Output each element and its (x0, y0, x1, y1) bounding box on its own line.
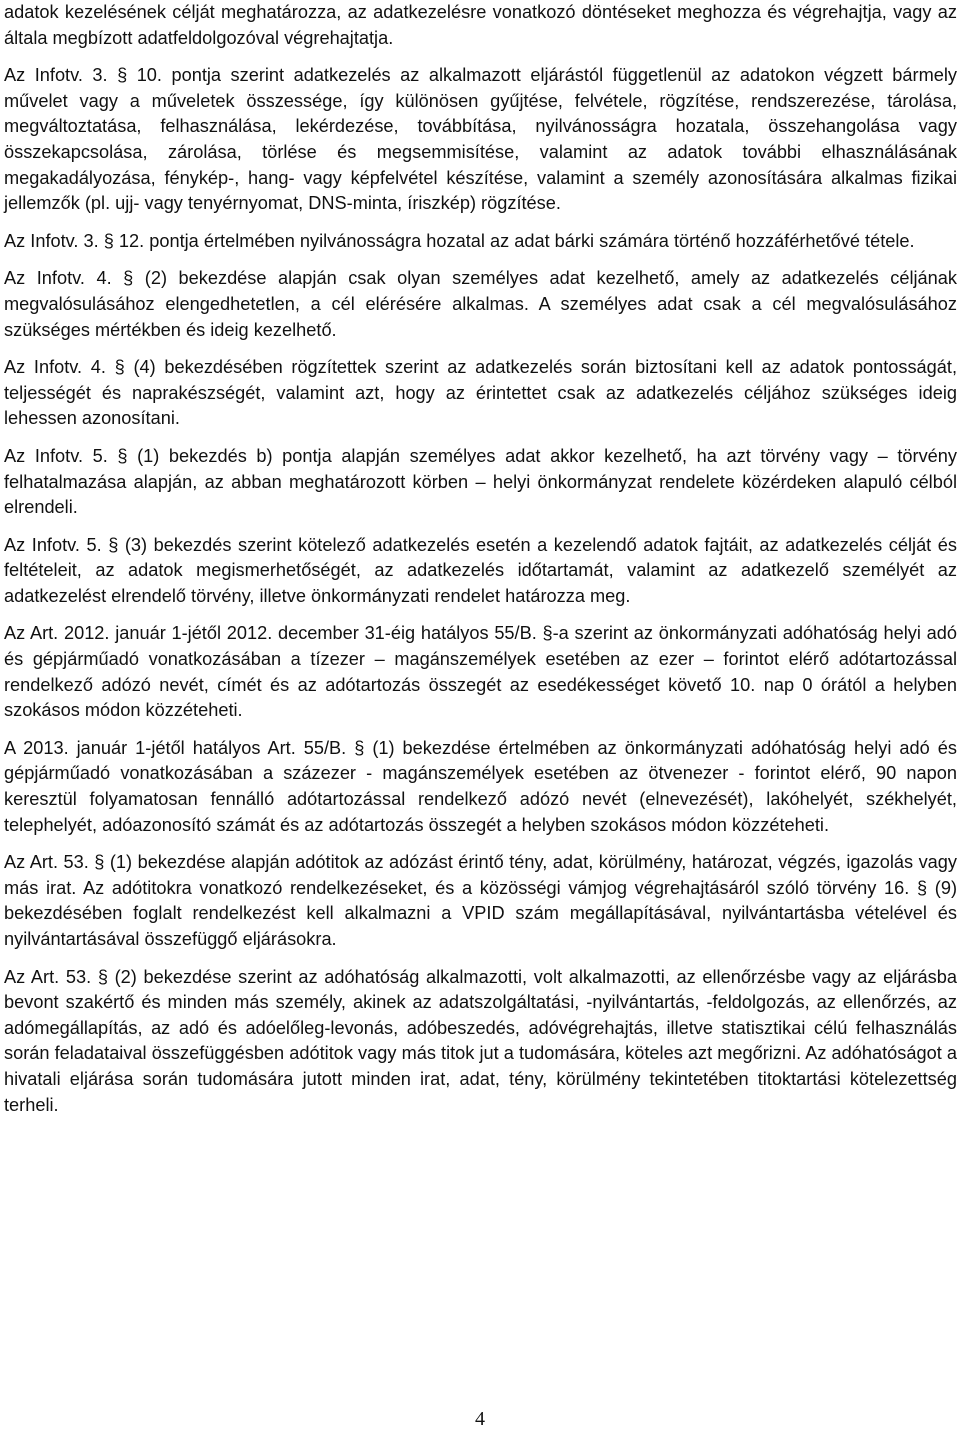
paragraph-infotv-5-3: Az Infotv. 5. § (3) bekezdés szerint kötelező adatkezelés esetén a kezelendő adatok fajtáit, az adatkezelés célját és feltételeit, az adatok megismerhetőségét, az adatkezelés időtartamát, valamint az adatkezelő személyét az adatkezelést elrendelő törvény, illetve önkormányzati rendelet határozza meg. (4, 534, 957, 606)
paragraph-infotv-4-2: Az Infotv. 4. § (2) bekezdése alapján csak olyan személyes adat kezelhető, amely az adatkezelés céljának megvalósulásához elengedhetetlen, a cél elérésére alkalmas. A személyes adat csak a cél megvalósulásához szükséges mértékben és ideig kezelhető. (4, 268, 957, 340)
page-number: 4 (475, 1408, 485, 1430)
paragraph-gap (4, 521, 957, 533)
paragraph-intro: adatok kezelésének célját meghatározza, az adatkezelésre vonatkozó döntéseket meghozza és végrehajtja, vagy az általa megbízott adatfeldolgozóval végrehajtatja. (4, 2, 957, 48)
paragraph-art-2013: A 2013. január 1-jétől hatályos Art. 55/B. § (1) bekezdése értelmében az önkormányzati adóhatóság helyi adó és gépjárműadó vonatkozásában a százezer - magánszemélyek esetében az ötvenezer - forintot elérő, 90 napon keresztül folyamatosan fennálló adótartozással rendelkező adózó nevét (elnevezését), lakóhelyét, székhelyét, telephelyét, adóazonosító számát és az adótartozás összegét a helyben szokásos módon közzéteheti. (4, 737, 957, 835)
paragraph-gap (4, 953, 957, 965)
paragraph-art-53-2: Az Art. 53. § (2) bekezdése szerint az adóhatóság alkalmazotti, volt alkalmazotti, az ellenőrzésbe vagy az eljárásba bevont szakértő és minden más személy, akinek az adatszolgáltatási, -nyilvántartás, -feldolgozás, az ellenőrzés, az adómegállapítás, az adó és adóelőleg-levonás, adóbeszedés, adóvégrehajtás, illetve statisztikai célú felhasználás során feladataival összefüggésben adótitok vagy más titok jut a tudomására, köteles azt megőrizni. Az adóhatóságot a hivatali eljárása során tudomására jutott minden irat, adat, tény, körülmény tekintetében titoktartási kötelezettség terheli. (4, 966, 957, 1115)
paragraph-art-2012: Az Art. 2012. január 1-jétől 2012. december 31-éig hatályos 55/B. §-a szerint az önkormányzati adóhatóság helyi adó és gépjárműadó vonatkozásában a tízezer – magánszemélyek esetében az ezer – forintot elérő adótartozással rendelkező adózó nevét, címét és az adótartozás összegét az esedékességet követő 10. nap 0 órától a helyben szokásos módon közzéteheti. (4, 623, 957, 721)
paragraph-gap (4, 838, 957, 850)
paragraph-gap (4, 432, 957, 444)
paragraph-infotv-3-12: Az Infotv. 3. § 12. pontja értelmében nyilvánosságra hozatal az adat bárki számára történő hozzáférhetővé tétele. (4, 230, 915, 251)
paragraph-art-53-1: Az Art. 53. § (1) bekezdése alapján adótitok az adózást érintő tény, adat, körülmény, határozat, végzés, igazolás vagy más irat. Az adótitokra vonatkozó rendelkezéseket, és a közösségi vámjog végrehajtásáról szóló törvény 16. § (9) bekezdésében foglalt rendelkezést kell alkalmazni a VPID szám megállapításával, nyilvántartásba vételével és nyilvántartásával összefüggő eljárásokra. (4, 852, 957, 949)
paragraph-gap (4, 724, 957, 736)
paragraph-gap (4, 609, 957, 621)
paragraph-gap (4, 217, 957, 229)
paragraph-gap (4, 254, 957, 266)
paragraph-gap (4, 51, 957, 63)
paragraph-infotv-4-4: Az Infotv. 4. § (4) bekezdésében rögzítettek szerint az adatkezelés során biztosítani kell az adatok pontosságát, teljességét és naprakészségét, valamint azt, hogy az érintettet csak az adatkezelés céljához szükséges ideig lehessen azonosítani. (4, 357, 957, 429)
paragraph-infotv-5-1: Az Infotv. 5. § (1) bekezdés b) pontja alapján személyes adat akkor kezelhető, ha azt törvény vagy – törvény felhatalmazása alapján, az abban meghatározott körben – helyi önkormányzat rendelete közérdeken alapuló célból elrendeli. (4, 445, 957, 518)
paragraph-infotv-3-10: Az Infotv. 3. § 10. pontja szerint adatkezelés az alkalmazott eljárástól függetlenül az adatokon végzett bármely művelet vagy a műveletek összessége, így különösen gyűjtése, felvétele, rögzítése, rendszerezése, tárolása, megváltoztatása, felhasználása, lekérdezése, továbbítása, nyilvánosságra hozatala, összehangolása vagy összekapcsolása, zárolása, törlése és megsemmisítése, valamint az adatok további elhasználásának megakadályozása, fénykép-, hang- vagy képfelvétel készítése, valamint a személy azonosítására alkalmas fizikai jellemzők (pl. ujj- vagy tenyérnyomat, DNS-minta, íriszkép) rögzítése. (4, 65, 957, 214)
paragraph-gap (4, 343, 957, 355)
document-page (4, 0, 957, 1118)
